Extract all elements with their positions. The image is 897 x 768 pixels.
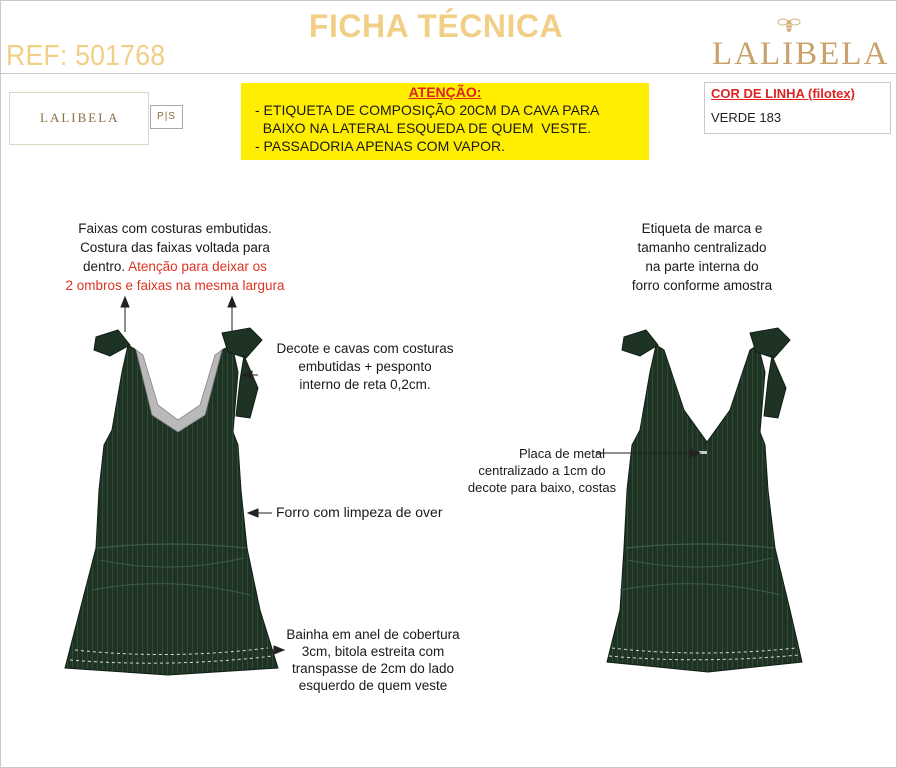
front-bow-left: [94, 330, 130, 356]
hem-note-line-4: esquerdo de quem veste: [298, 678, 448, 693]
hem-note-line-2: 3cm, bitola estreita com: [301, 644, 445, 659]
hem-note-line-1: Bainha em anel de cobertura: [286, 627, 460, 642]
straps-note-line-1: Faixas com costuras embutidas.: [78, 221, 272, 236]
back-tie-right: [764, 356, 786, 418]
hem-note-line-3: transpasse de 2cm do lado: [291, 661, 455, 676]
plate-note-line-1: Placa de metal: [519, 446, 605, 461]
arrow-left-icon: [248, 509, 258, 517]
front-tie-right: [236, 356, 258, 418]
neckline-note-line-2: embutidas + pesponto: [298, 359, 432, 374]
page-title: FICHA TÉCNICA: [308, 8, 564, 44]
arrow-up-icon: [121, 297, 129, 307]
brand-label-text: LALIBELA: [40, 110, 120, 125]
back-bow-left: [622, 330, 658, 356]
straps-note-line-2: Costura das faixas voltada para: [80, 240, 270, 255]
thread-color-label: COR DE LINHA (filotex): [711, 86, 855, 101]
metal-plate-icon: [699, 451, 707, 454]
size-tag: P|S: [150, 105, 183, 129]
warning-line-3: - PASSADORIA APENAS COM VAPOR.: [255, 138, 505, 154]
arrow-up-icon: [228, 297, 236, 307]
plate-note-line-3: decote para baixo, costas: [467, 480, 617, 495]
straps-attention-text: Atenção para deixar os: [128, 259, 267, 274]
warning-line-2: BAIXO NA LATERAL ESQUEDA DE QUEM VESTE.: [255, 120, 592, 136]
label-note-line-1: Etiqueta de marca e: [641, 221, 763, 236]
brand-name: LALIBELA: [712, 36, 890, 72]
neckline-note-line-3: interno de reta 0,2cm.: [299, 377, 431, 392]
reference-code: REF: 501768: [6, 40, 166, 72]
back-view-garment: [607, 328, 802, 672]
label-note-line-2: tamanho centralizado: [637, 240, 767, 255]
label-note-line-4: forro conforme amostra: [631, 278, 773, 293]
thread-color-value: VERDE 183: [711, 110, 782, 125]
warning-title: ATENÇÃO:: [408, 84, 482, 100]
front-view-garment: [65, 328, 278, 675]
lining-note: Forro com limpeza de over: [276, 504, 443, 520]
plate-note-line-2: centralizado a 1cm do: [478, 463, 606, 478]
arrow-right-icon: [274, 646, 284, 654]
straps-attention-line-2: 2 ombros e faixas na mesma largura: [65, 278, 285, 293]
straps-note-line-3-text: dentro.: [83, 259, 126, 274]
warning-line-1: - ETIQUETA DE COMPOSIÇÃO 20CM DA CAVA PARA: [255, 102, 600, 118]
label-note-line-3: na parte interna do: [645, 259, 759, 274]
neckline-note-line-1: Decote e cavas com costuras: [276, 341, 454, 356]
